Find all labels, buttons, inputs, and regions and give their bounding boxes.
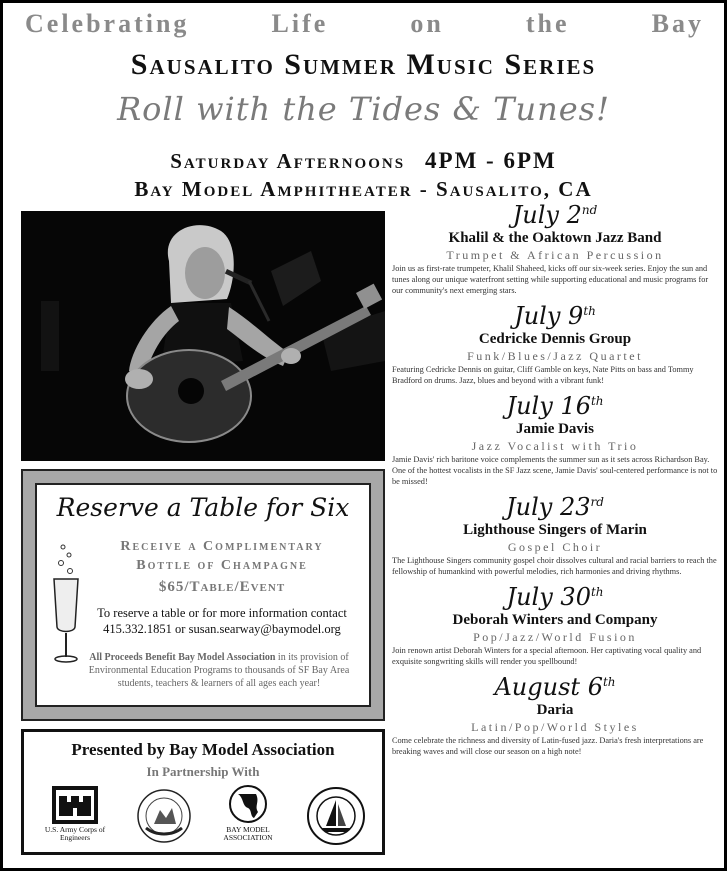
event-date	[392, 673, 718, 701]
event-day-suffix: rd	[590, 495, 604, 509]
series-title: Sausalito Summer Music Series	[130, 48, 597, 81]
event-performer: Daria	[536, 702, 574, 718]
event-item	[392, 392, 718, 487]
table-price: $65/Table/Event	[158, 579, 286, 595]
contact-info	[77, 605, 367, 637]
event-date	[392, 392, 718, 420]
offer-line-1: Receive a Complimentary	[120, 539, 324, 554]
event-description: Join us as first-rate trumpeter, Khalil Shaheed, kicks off our six-week series. Enjoy the sun and tunes along our unique waterfront setting while supporting educational and music programs for our community's next emerging stars.	[392, 264, 709, 295]
event-description: Join renown artist Deborah Winters for a special afternoon. Her captivating vocal quality and exquisite songwriting skills will render you spellbound!	[392, 646, 702, 666]
event-performer: Lighthouse Singers of Marin	[463, 522, 647, 538]
complimentary-offer	[77, 537, 367, 575]
schedule-time: 4PM - 6PM	[425, 148, 557, 173]
event-date	[392, 201, 718, 229]
offer-line-2: Bottle of Champagne	[136, 558, 308, 573]
event-month: July	[506, 392, 553, 420]
event-month: July	[506, 493, 553, 521]
tagline: Celebrating Life on the Bay	[25, 9, 704, 38]
castle-icon	[52, 786, 98, 824]
reserve-table-panel	[21, 469, 385, 721]
schedule	[3, 147, 724, 203]
schedule-days: Saturday Afternoons	[170, 149, 406, 173]
event-day-suffix: th	[583, 304, 596, 318]
event-description: The Lighthouse Singers community gospel choir dissolves cultural and racial barriers to reach the fellowship of humankind with powerful melodies, rich harmonies and driving rhythms.	[392, 556, 717, 576]
event-day: 16	[560, 392, 591, 420]
subtitle: Roll with the Tides & Tunes!	[117, 90, 610, 128]
presented-title: Presented by Bay Model Association	[71, 740, 335, 759]
schedule-days-row	[3, 147, 724, 175]
event-description: Featuring Cedricke Dennis on guitar, Cliff Gamble on keys, Nate Pitts on bass and Tommy Bradford on drums. Jazz, blues and beyond with a vibrant funk!	[392, 365, 694, 385]
art-festival-seal-icon	[136, 788, 192, 844]
event-genre: Jazz Vocalist with Trio	[471, 439, 639, 453]
event-performer: Khalil & the Oaktown Jazz Band	[448, 230, 662, 246]
reserve-title: Reserve a Table for Six	[56, 493, 350, 522]
proceeds-text: in its provision of Environmental Education Programs to thousands of SF Bay Area students, teachers & learners of all ages each year!	[88, 652, 350, 689]
event-list	[392, 201, 718, 757]
event-item	[392, 493, 718, 577]
event-genre: Funk/Blues/Jazz Quartet	[467, 349, 643, 363]
army-corps-caption: U.S. Army Corps of Engineers	[44, 825, 106, 842]
reserve-table-card	[35, 483, 371, 707]
event-performer: Deborah Winters and Company	[452, 612, 658, 628]
event-genre: Pop/Jazz/World Fusion	[473, 630, 637, 644]
event-performer: Jamie Davis	[516, 421, 594, 437]
event-date	[392, 302, 718, 330]
event-day-suffix: th	[602, 675, 616, 689]
event-day: 9	[568, 302, 584, 330]
event-description: Come celebrate the richness and diversity of Latin-fused jazz. Daria's fresh interpretations are breaking waves and will close our season on a high note!	[392, 736, 704, 756]
schedule-venue: Bay Model Amphitheater - Sausalito, CA	[134, 177, 593, 201]
performer-photo	[21, 211, 385, 461]
contact-line-2: 415.332.1851 or susan.searway@baymodel.org	[103, 622, 341, 636]
event-day: 30	[560, 583, 591, 611]
event-month: August	[494, 673, 581, 701]
event-day: 6	[587, 673, 603, 701]
event-item	[392, 302, 718, 386]
event-performer: Cedricke Dennis Group	[478, 331, 632, 347]
partnership-label: In Partnership With	[146, 764, 260, 779]
event-item	[392, 673, 718, 757]
city-seal-icon	[306, 786, 366, 846]
event-month: July	[512, 201, 559, 229]
event-genre: Latin/Pop/World Styles	[471, 720, 639, 734]
contact-line-1: To reserve a table or for more information contact	[97, 606, 347, 620]
event-item	[392, 201, 718, 296]
event-date	[392, 493, 718, 521]
event-month: July	[514, 302, 561, 330]
event-month: July	[506, 583, 553, 611]
globe-icon	[228, 784, 268, 824]
proceeds-bold: All Proceeds Benefit Bay Model Association	[89, 652, 276, 663]
event-day-suffix: th	[590, 585, 604, 599]
event-item	[392, 583, 718, 667]
bay-model-caption: BAY MODEL ASSOCIATION	[223, 825, 273, 842]
event-description: Jamie Davis' rich baritone voice complements the summer sun as it sets across Richardson Bay. One of the hottest vocalists in the SF Jazz scene, Jamie Davis' soul-centered performance is not to be missed!	[392, 455, 718, 486]
guitarist-image	[21, 211, 385, 461]
proceeds-note	[71, 651, 367, 690]
presented-by-panel	[21, 729, 385, 855]
event-genre: Gospel Choir	[507, 540, 603, 554]
event-day-suffix: th	[590, 394, 604, 408]
event-date	[392, 583, 718, 611]
event-day: 2	[566, 201, 582, 229]
event-genre: Trumpet & African Percussion	[446, 248, 664, 262]
event-day: 23	[559, 493, 591, 521]
event-day-suffix: nd	[581, 203, 598, 217]
